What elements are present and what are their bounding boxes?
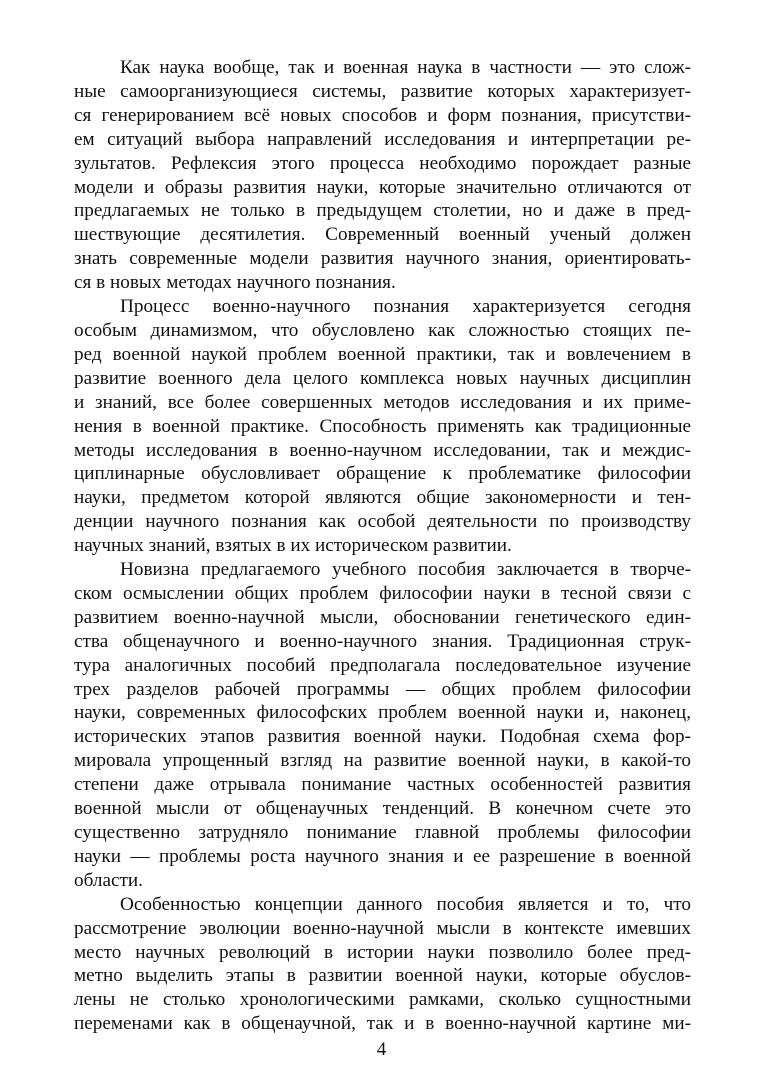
text-line: переменами как в общенаучной, так и в военно-научной картине ми-	[74, 1013, 691, 1035]
paragraph-1	[74, 56, 691, 295]
text-line: Процесс военно-научного познания характеризуется сегодня	[120, 296, 691, 318]
text-line: модели и образы развития науки, которые значительно отличаются от	[74, 176, 691, 198]
text-line: Новизна предлагаемого учебного пособия заключается в творче-	[120, 559, 691, 581]
text-line: методы исследования в военно-научном исследовании, так и междис-	[74, 439, 691, 461]
text-line: и знаний, все более совершенных методов исследования и их приме-	[74, 391, 691, 413]
page-number: 4	[376, 1039, 387, 1060]
text-line: мировала упрощенный взгляд на развитие военной науки, в какой-то	[74, 750, 691, 772]
text-line: научных знаний, взятых в их историческом развитии.	[74, 535, 512, 557]
text-line: денции научного познания как особой деятельности по производству	[74, 511, 691, 533]
text-line: ся генерированием всё новых способов и форм познания, присутстви-	[74, 104, 691, 126]
text-line: циплинарные обусловливает обращение к проблематике философии	[74, 463, 691, 485]
text-line: Как наука вообще, так и военная наука в частности — это слож-	[120, 57, 691, 78]
text-line: степени даже отрывала понимание частных особенностей развития	[74, 774, 691, 796]
text-line: развитием военно-научной мысли, обосновании генетического един-	[74, 606, 691, 628]
text-line: рассмотрение эволюции военно-научной мысли в контексте имевших	[74, 917, 691, 939]
text-line: ском осмыслении общих проблем философии науки в тесной связи с	[74, 582, 691, 604]
text-line: лены не столько хронологическими рамками, сколько сущностными	[74, 989, 691, 1011]
text-line: знать современные модели развития научного знания, ориентировать-	[74, 248, 691, 270]
text-line: предлагаемых не только в предыдущем столетии, но и даже в пред-	[74, 200, 691, 222]
paragraph-2	[74, 295, 691, 558]
text-line: особым динамизмом, что обусловлено как сложностью стоящих пе-	[74, 319, 691, 341]
text-line: ства общенаучного и военно-научного знания. Традиционная струк-	[74, 630, 691, 652]
text-line: ся в новых методах научного познания.	[74, 272, 396, 294]
text-line: науки, предметом которой являются общие закономерности и тен-	[74, 487, 691, 509]
text-line: ные самоорганизующиеся системы, развитие которых характеризует-	[74, 80, 691, 102]
text-line: шествующие десятилетия. Современный военный ученый должен	[74, 224, 691, 246]
text-line: развитие военного дела целого комплекса новых научных дисциплин	[74, 367, 691, 389]
text-line: ред военной наукой проблем военной практики, так и вовлечением в	[74, 343, 691, 365]
paragraph-4	[74, 893, 691, 1036]
text-line: трех разделов рабочей программы — общих проблем философии	[74, 678, 691, 700]
text-line: области.	[74, 869, 143, 891]
text-line: исторических этапов развития военной науки. Подобная схема фор-	[74, 726, 691, 748]
text-line: место научных революций в истории науки позволило более пред-	[74, 941, 691, 963]
text-line: зультатов. Рефлексия этого процесса необходимо порождает разные	[74, 152, 691, 174]
text-line: военной мысли от общенаучных тенденций. В конечном счете это	[74, 798, 691, 820]
text-line: существенно затрудняло понимание главной проблемы философии	[74, 822, 691, 843]
body-text	[74, 56, 691, 1036]
paragraph-3	[74, 558, 691, 893]
text-line: метно выделить этапы в развитии военной науки, которые обуслов-	[74, 965, 691, 987]
text-line: тура аналогичных пособий предполагала последовательное изучение	[74, 654, 691, 676]
text-line: нения в военной практике. Способность применять как традиционные	[74, 415, 691, 437]
text-line: науки — проблемы роста научного знания и ее разрешение в военной	[74, 845, 691, 867]
text-line: науки, современных философских проблем военной науки и, наконец,	[74, 702, 691, 724]
text-line: ем ситуаций выбора направлений исследования и интерпретации ре-	[74, 128, 691, 150]
text-line: Особенностью концепции данного пособия является и то, что	[120, 893, 691, 915]
